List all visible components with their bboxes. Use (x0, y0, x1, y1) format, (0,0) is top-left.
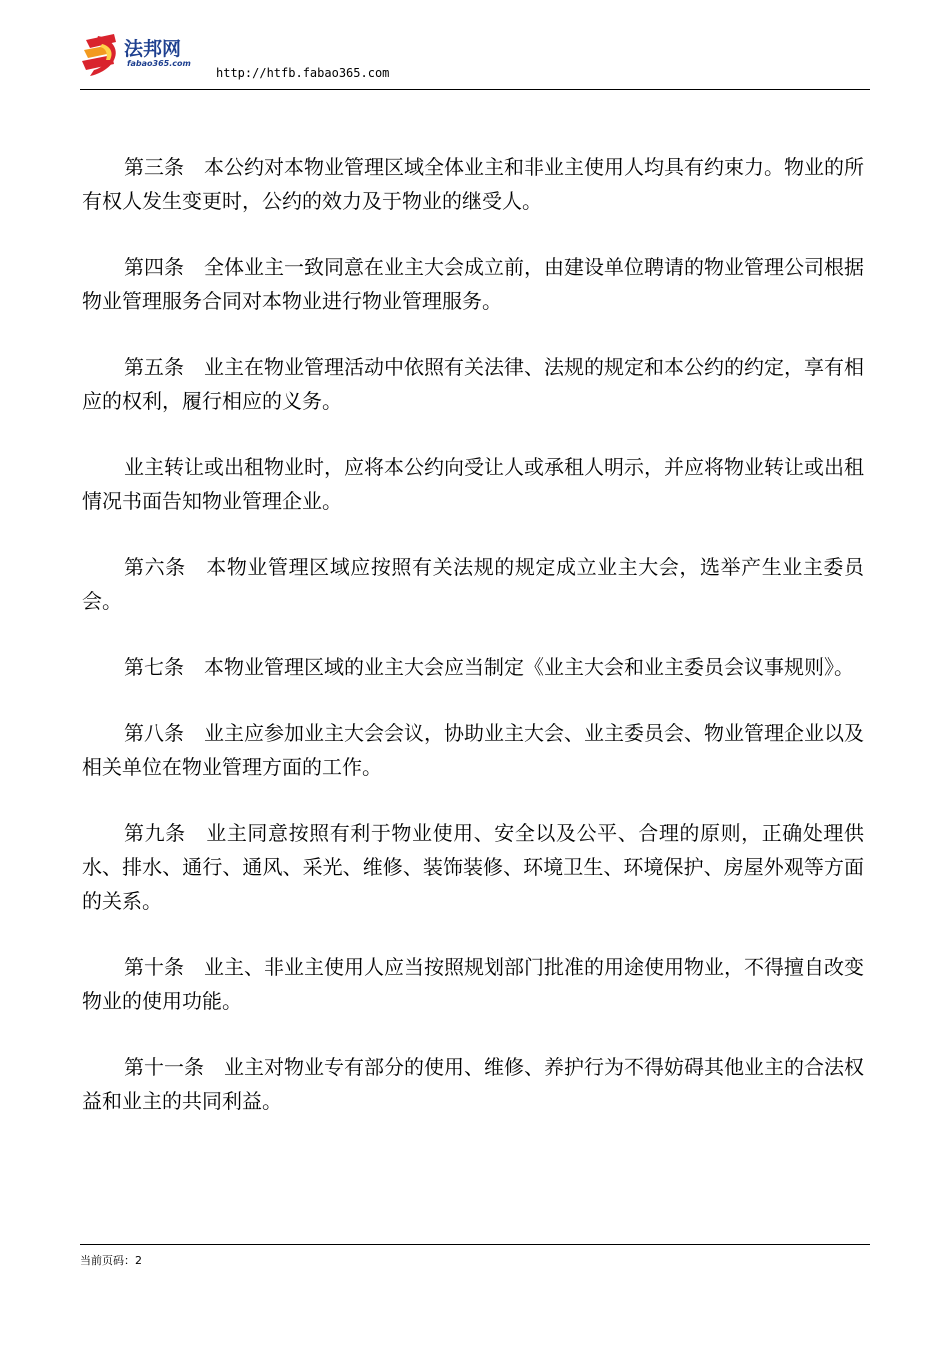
paragraph-article-3: 第三条 本公约对本物业管理区域全体业主和非业主使用人均具有约束力。物业的所有权人发生变更时，公约的效力及于物业的继受人。 (82, 155, 864, 213)
paragraph-article-5-transfer: 业主转让或出租物业时，应将本公约向受让人或承租人明示，并应将物业转让或出租情况书面告知物业管理企业。 (82, 455, 864, 513)
header-divider (80, 89, 870, 90)
fabao-logo[interactable] (80, 30, 205, 82)
logo-subtext: fabao365.com (127, 59, 191, 68)
header-url-link[interactable]: http://htfb.fabao365.com (216, 66, 390, 80)
paragraph-article-4: 第四条 全体业主一致同意在业主大会成立前，由建设单位聘请的物业管理公司根据物业管理服务合同对本物业进行物业管理服务。 (82, 255, 864, 313)
logo-emblem-icon (80, 30, 126, 80)
paragraph-article-6: 第六条 本物业管理区域应按照有关法规的规定成立业主大会，选举产生业主委员会。 (82, 555, 864, 613)
document-body (82, 150, 864, 1150)
paragraph-article-7: 第七条 本物业管理区域的业主大会应当制定《业主大会和业主委员会议事规则》。 (124, 655, 854, 679)
page-header (80, 30, 870, 90)
paragraph-article-5: 第五条 业主在物业管理活动中依照有关法律、法规的规定和本公约的约定，享有相应的权利，履行相应的义务。 (82, 355, 864, 413)
paragraph-article-10: 第十条 业主、非业主使用人应当按照规划部门批准的用途使用物业，不得擅自改变物业的使用功能。 (82, 955, 864, 1013)
footer-divider (80, 1244, 870, 1245)
paragraph-article-11: 第十一条 业主对物业专有部分的使用、维修、养护行为不得妨碍其他业主的合法权益和业主的共同利益。 (82, 1055, 864, 1113)
logo-text: 法邦网 (124, 38, 182, 60)
page-number: 当前页码：2 (80, 1254, 142, 1267)
paragraph-article-9: 第九条 业主同意按照有利于物业使用、安全以及公平、合理的原则，正确处理供水、排水、通行、通风、采光、维修、装饰装修、环境卫生、环境保护、房屋外观等方面的关系。 (82, 821, 864, 913)
paragraph-article-8: 第八条 业主应参加业主大会会议，协助业主大会、业主委员会、物业管理企业以及相关单位在物业管理方面的工作。 (82, 721, 864, 779)
